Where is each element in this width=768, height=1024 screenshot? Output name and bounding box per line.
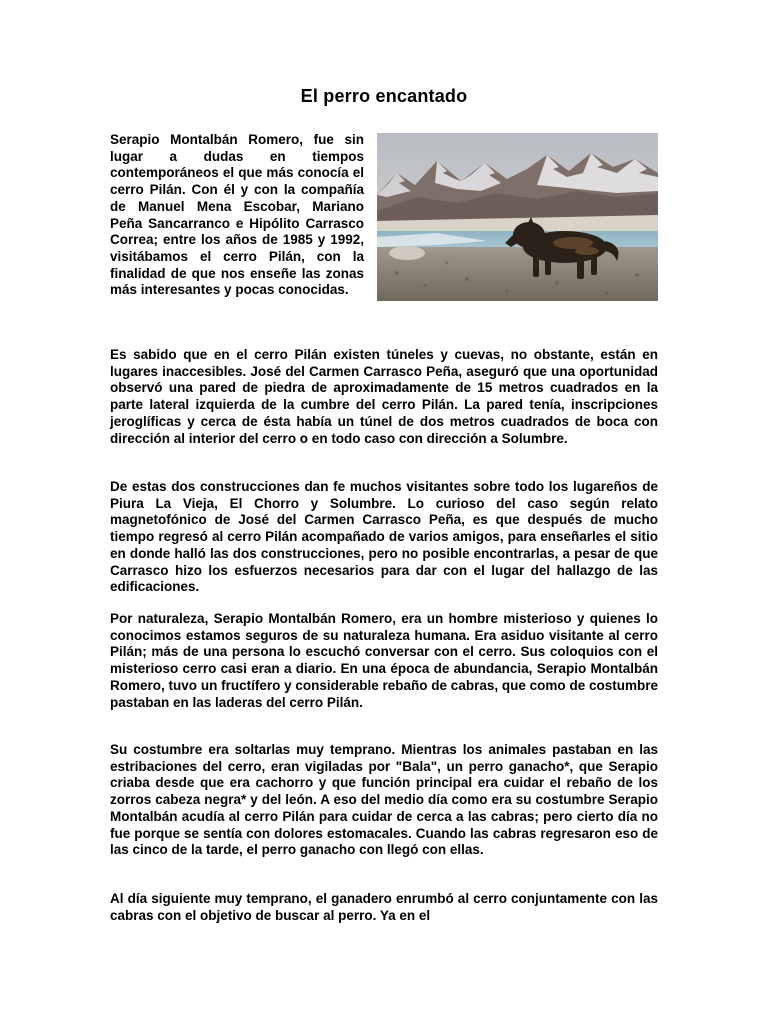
paragraph-6: Al día siguiente muy temprano, el ganadero enrumbó al cerro conjuntamente con las cabras con el objetivo de buscar al perro. Ya en el	[110, 891, 658, 923]
dog-landscape-photo	[377, 133, 658, 301]
paragraph-2: Es sabido que en el cerro Pilán existen túneles y cuevas, no obstante, están en lugares inaccesibles. José del Carmen Carrasco Peña, aseguró que una oportunidad observó una pared de piedra de aproximadamente de 15 metros cuadrados en la parte lateral izquierda de la cumbre del cerro Pilán. La pared tenía, inscripciones jeroglíficas y cerca de ésta había un túnel de dos metros cuadrados de boca con dirección al interior del cerro o en todo caso con dirección a Solumbre.	[110, 347, 658, 446]
paragraph-1: Serapio Montalbán Romero, fue sin lugar a dudas en tiempos contemporáneos el que más conocía el cerro Pilán. Con él y con la compañía de Manuel Mena Escobar, Mariano Peña Sancarranco e Hipólito Carrasco Correa; entre los años de 1985 y 1992, visitábamos el cerro Pilán, con la finalidad de que nos enseñe las zonas más interesantes y pocas conocidas.	[110, 132, 364, 298]
paragraph-4: Por naturaleza, Serapio Montalbán Romero, era un hombre misterioso y quienes lo conocimos estamos seguros de su naturaleza humana. Era asiduo visitante al cerro Pilán; más de una persona lo escuchó conversar con el cerro. Sus coloquios con el misterioso cerro casi eran a diario. En una época de abundancia, Serapio Montalbán Romero, tuvo un fructífero y considerable rebaño de cabras, que como de costumbre pastaban en las laderas del cerro Pilán.	[110, 611, 658, 710]
paragraph-3: De estas dos construcciones dan fe muchos visitantes sobre todo los lugareños de Piura La Vieja, El Chorro y Solumbre. Lo curioso del caso según relato magnetofónico de José del Carmen Carrasco Peña, es que después de mucho tiempo regresó al cerro Pilán acompañado de varios amigos, para enseñarles el sitio en donde halló las dos construcciones, pero no posible encontrarlas, a pesar de que Carrasco hizo los esfuerzos necesarios para dar con el lugar del hallazgo de las edificaciones.	[110, 479, 658, 595]
paragraph-5: Su costumbre era soltarlas muy temprano. Mientras los animales pastaban en las estribaciones del cerro, eran vigiladas por "Bala", un perro ganacho*, que Serapio criaba desde que era cachorro y que función principal era cuidar el rebaño de los zorros cabeza negra* y del león. A eso del medio día como era su costumbre Serapio Montalbán acudía al cerro Pilán para cuidar de cerca a las cabras; pero cierto día no fue porque se sentía con dolores estomacales. Cuando las cabras regresaron eso de las cinco de la tarde, el perro ganacho con llegó con ellas.	[110, 742, 658, 858]
document-title: El perro encantado	[300, 86, 468, 106]
